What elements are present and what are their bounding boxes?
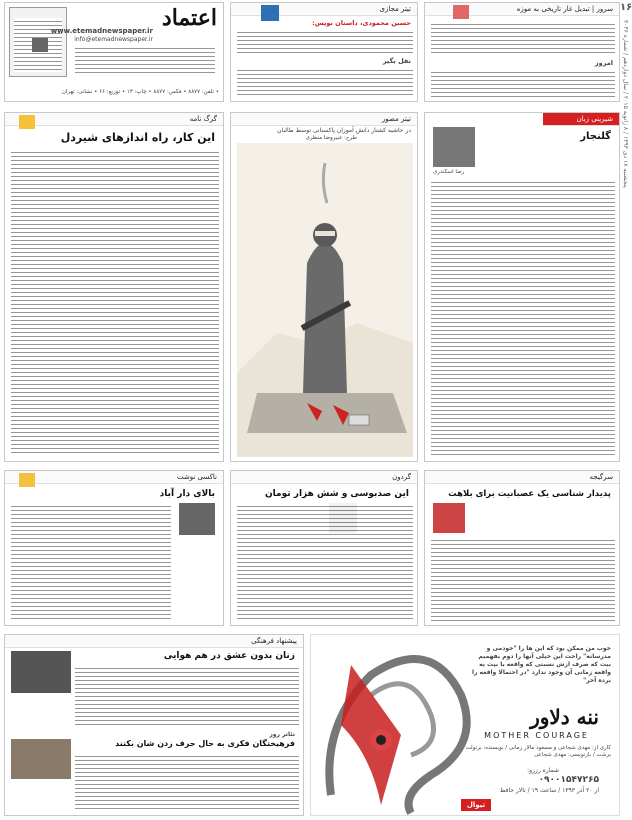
row3-mid-title: این صدبوسی و شش هزار تومان bbox=[264, 489, 409, 499]
news-photo bbox=[11, 651, 71, 693]
top-right-text bbox=[431, 21, 615, 53]
editorial-title: این کار، راه اندازهای شیردل bbox=[60, 131, 215, 144]
cartoon-artist: طرح: عبیروضا منظری bbox=[305, 135, 357, 141]
row3-left-text bbox=[11, 503, 171, 621]
row3-mid-text bbox=[237, 503, 413, 621]
bottom-left-subtitle: فرهیختگان فکری به حال حرف زدن شان بکنند bbox=[115, 739, 295, 748]
cartoon-drawing bbox=[237, 143, 413, 457]
date-line: پنجشنبه ۱۸ دی ۱۳۹۳ / ۸ ژانویه ۲۰۱۵ / سال دوازدهم / شماره ۳۰۴۶ bbox=[622, 20, 629, 188]
row3-left-box bbox=[4, 470, 224, 626]
page-number: ۱۶ bbox=[620, 2, 632, 13]
news-photo bbox=[11, 739, 71, 779]
top-mid-sub-text bbox=[237, 67, 413, 95]
brand-badge bbox=[261, 5, 279, 21]
ad-dates: از ۲۰ آذر ۱۳۹۳ / ساعت ۱۹ / تالار حافظ bbox=[499, 787, 599, 794]
row3-right-box bbox=[424, 470, 620, 626]
pin-icon bbox=[19, 115, 35, 129]
cartoon-header: تیتر مصور bbox=[231, 113, 417, 126]
masthead-footer: • تلفن: ۸۸۷۷ • فکس: ۸۸۷۷ • چاپ: ۱۳ • توزیع: ۶۶ • نشانی: تهران bbox=[61, 89, 219, 95]
bottom-left-title: زنان بدون عشق در هم هوایی bbox=[163, 651, 295, 661]
bottom-left-text bbox=[75, 665, 299, 725]
top-mid-sub: نقل بگیر bbox=[382, 57, 411, 65]
masthead-credits bbox=[75, 45, 215, 75]
editorial-header: گرگ نامه bbox=[5, 113, 223, 126]
row3-right-header: سرگیجه bbox=[425, 471, 619, 484]
bottom-left-sub-text bbox=[75, 753, 299, 811]
top-right-header: سرور | تبدیل غار تاریخی به موزه bbox=[425, 3, 619, 16]
masthead-url[interactable]: www.etemadnewspaper.ir bbox=[50, 27, 153, 35]
cartoon-caption: در حاشیه کشتار دانش آموزان پاکستانی توسط طالبان bbox=[277, 127, 411, 134]
author-photo bbox=[433, 503, 465, 533]
newspaper-thumbnail bbox=[9, 7, 67, 77]
top-right-sub: امروز bbox=[594, 59, 613, 67]
row3-right-title: پدیدار شناسی یک عصبانیت برای بلاهت bbox=[448, 489, 611, 499]
date-strip bbox=[620, 20, 630, 320]
row3-mid-box bbox=[230, 470, 418, 626]
section-right-box bbox=[424, 112, 620, 462]
sponsor-logo: تیوال bbox=[461, 799, 491, 811]
category-badge bbox=[453, 5, 469, 19]
row3-right-text bbox=[431, 537, 615, 621]
theatre-ad[interactable] bbox=[310, 634, 620, 816]
row3-left-title: بالای دار آباد bbox=[159, 489, 215, 499]
top-right-box bbox=[424, 2, 620, 102]
ad-phone[interactable]: ۰۹۰۰۱۵۴۷۲۶۵ bbox=[538, 775, 599, 785]
top-right-sub-text bbox=[431, 69, 615, 97]
bottom-left-subheader: تئاتر روز bbox=[269, 731, 295, 738]
cartoon-illustration bbox=[237, 143, 413, 457]
author-name: رضا اسکندری bbox=[433, 169, 465, 175]
ad-quote: خوب من ممکن بود که این ها را "خودمی و مدرسانه" راحت این خیلی آنها را دوم بفهمیم بیت که صرف ازش نسبتی که واقعه با بیت به واقعه زمانی آن وجود ندارد "در احتمالا واقعه را برده آخر" bbox=[471, 645, 611, 684]
author-photo bbox=[433, 127, 475, 167]
masthead-box bbox=[4, 2, 224, 102]
section-right-title: گلنجار bbox=[580, 131, 611, 142]
row3-mid-header: گردون bbox=[231, 471, 417, 484]
ad-english-title: MOTHER COURAGE bbox=[484, 731, 589, 740]
pin-icon bbox=[19, 473, 35, 487]
masthead-logo: اعتماد bbox=[161, 5, 217, 31]
row3-left-header: ناکسی نوشت bbox=[5, 471, 223, 484]
ad-credits: کاری از: مهدی شجاعی و مسعود مالار زمانی / نویسنده: برتولت برشت / بازنویسی: مهدی شجاعی bbox=[465, 745, 611, 758]
cartoon-box bbox=[230, 112, 418, 462]
ad-persian-title: ننه دلاور bbox=[530, 705, 599, 729]
editorial-box bbox=[4, 112, 224, 462]
top-mid-box bbox=[230, 2, 418, 102]
bottom-left-header: پیشنهاد فرهنگی bbox=[5, 635, 303, 648]
bottom-left-box bbox=[4, 634, 304, 816]
section-right-header: شیرینی زبان bbox=[543, 113, 619, 126]
editorial-text bbox=[11, 149, 219, 455]
top-mid-kicker: حسین محمودی، داستان نویس: bbox=[312, 19, 411, 27]
top-mid-text bbox=[237, 29, 413, 53]
masthead-email[interactable]: info@etemadnewspaper.ir bbox=[74, 36, 153, 43]
top-mid-header: تیتر مجازی bbox=[231, 3, 417, 16]
author-photo bbox=[179, 503, 215, 535]
ad-hall: شماره رزرو: bbox=[527, 767, 559, 774]
section-right-text bbox=[431, 179, 615, 455]
